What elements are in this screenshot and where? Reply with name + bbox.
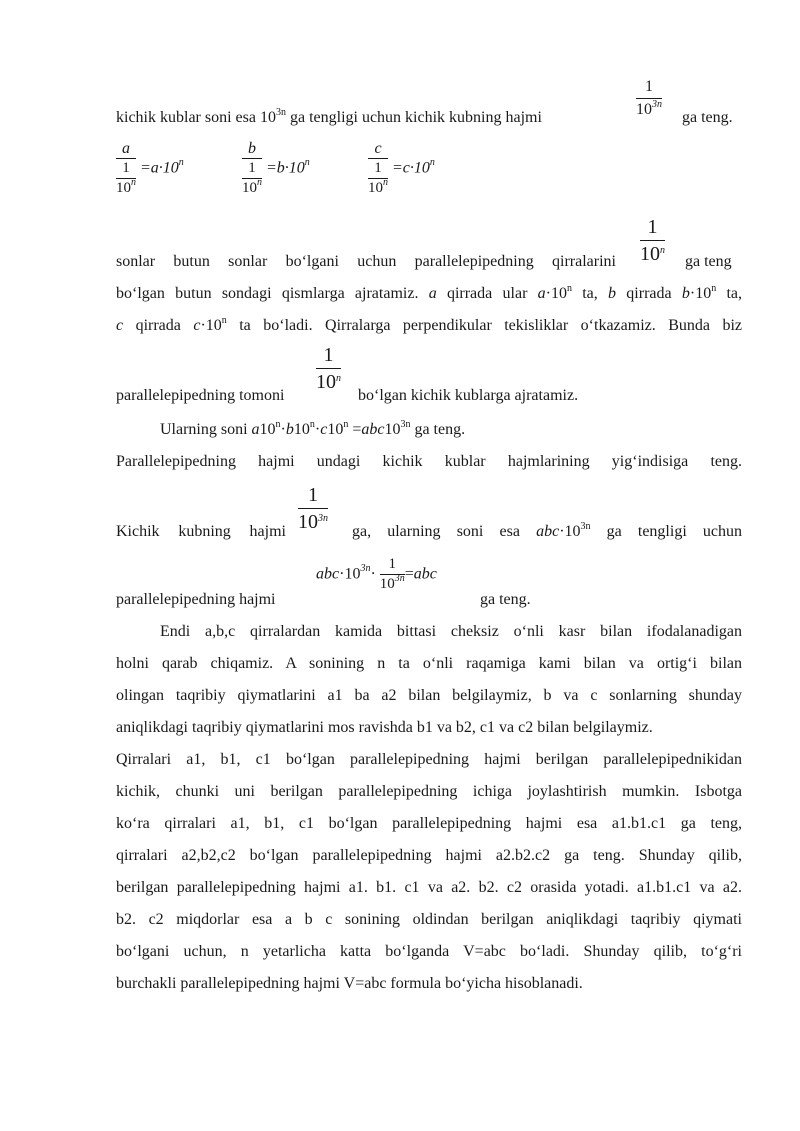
p1-line-3: c qirrada $c\cdot 10^n$ ta bo‘ladi. Qirralarga perpendikular tekisliklar o‘tkazamiz. Bunda biz — [116, 315, 742, 334]
equation-b: b 1 10$^n$ $=b\cdot 10^n$ — [242, 140, 310, 196]
p3-line-1: Parallelepipedning hajmi undagi kichik kublar hajmlarining yig‘indisiga teng. — [116, 453, 742, 470]
p1-line-1: sonlar butun sonlar bo‘lgani uchun parallelepipedning qirralarini — [116, 253, 616, 270]
fraction-denominator: $10^{3n}$ — [636, 99, 662, 118]
p3-line-3b: ga teng. — [480, 591, 531, 608]
p1-line-4b: bo‘lgan kichik kublarga ajratamiz. — [358, 387, 579, 404]
p1-line-4a: parallelepipedning tomoni — [116, 387, 285, 404]
fraction-1-over-10-3n-b: 1 $10^{3n}$ — [298, 484, 328, 533]
p2-line: Ularning soni $a10^n\cdot b10^n\cdot c10^n =abc10^{3n}$ ga teng. — [160, 419, 466, 438]
p4-line-11: bo‘lgani uchun, n yetarlicha katta bo‘lganda V=abc bo‘ladi. Shunday qilib, to‘g‘ri — [116, 943, 742, 960]
p4-line-7: ko‘ra qirralari a1, b1, c1 bo‘lgan parallelepipedning hajmi esa a1.b1.c1 ga teng, — [116, 815, 742, 832]
p1-line-1-end: ga teng — [685, 253, 732, 270]
fraction-tomoni: 1 10$^n$ — [316, 344, 341, 393]
intro-ga-teng: ga teng. — [682, 109, 733, 126]
p4-line-1: Endi a,b,c qirralardan kamida bittasi cheksiz o‘nli kasr bilan ifodalanadigan — [160, 623, 742, 640]
fraction-1-over-10-3n — [636, 78, 662, 119]
equation-a: a 1 10$^n$ $=a\cdot 10^n$ — [116, 140, 184, 196]
p4-line-8: qirralari a2,b2,c2 bo‘lgan parallelepipedning hajmi a2.b2.c2 ga teng. Shunday qilib, — [116, 847, 742, 864]
volume-equation: $abc\cdot 10^{3n}\cdot$ $\frac{1}{10^{3n}}$ =abc — [316, 556, 437, 592]
p4-line-5: Qirralari a1, b1, c1 bo‘lgan parallelepipedning hajmi berilgan parallelepipednikidan — [116, 751, 742, 768]
fraction-1-over-10-n: 1 10$^n$ — [640, 216, 665, 265]
p3-line-2a: Kichik kubning hajmi — [116, 523, 286, 540]
equation-c: c 1 10$^n$ $=c\cdot 10^n$ — [368, 140, 435, 196]
p3-line-2b: ga, ularning soni esa $abc\cdot 10^{3n}$ ga tengligi uchun — [352, 521, 743, 540]
fraction-numerator: 1 — [645, 78, 653, 95]
p4-line-10: b2. c2 miqdorlar esa a b c sonining oldindan berilgan aniqlikdagi taqribiy qiymati — [116, 911, 742, 928]
p4-line-2: holni qarab chiqamiz. A sonining n ta o‘nli raqamiga kami bilan va ortig‘i bilan — [116, 655, 742, 672]
p4-line-4: aniqlikdagi taqribiy qiymatlarini mos ravishda b1 va b2, c1 va c2 bilan belgilaymiz. — [116, 719, 653, 736]
p4-line-6: kichik, chunki uni berilgan parallelepipedning ichiga joylashtirish mumkin. Isbotga — [116, 783, 742, 800]
p4-line-12: burchakli parallelepipedning hajmi V=abc formula bo‘yicha hisoblanadi. — [116, 975, 583, 992]
p1-line-2: bo‘lgan butun sondagi qismlarga ajratamiz. a qirrada ular $a\cdot 10^n$ ta, b qirrada $b\cdot 10^n$ ta, — [116, 283, 743, 302]
p3-line-3a: parallelepipedning hajmi — [116, 591, 276, 608]
p4-line-3: olingan taqribiy qiymatlarini a1 ba a2 bilan belgilaymiz, b va c sonlarning shunday — [116, 687, 742, 704]
intro-line: kichik kublar soni esa $10^{3n}$ ga tengligi uchun kichik kubning hajmi — [116, 107, 542, 126]
p4-line-9: berilgan parallelepipedning hajmi a1. b1. c1 va a2. b2. c2 orasida yotadi. a1.b1.c1 va a2. — [116, 879, 742, 896]
